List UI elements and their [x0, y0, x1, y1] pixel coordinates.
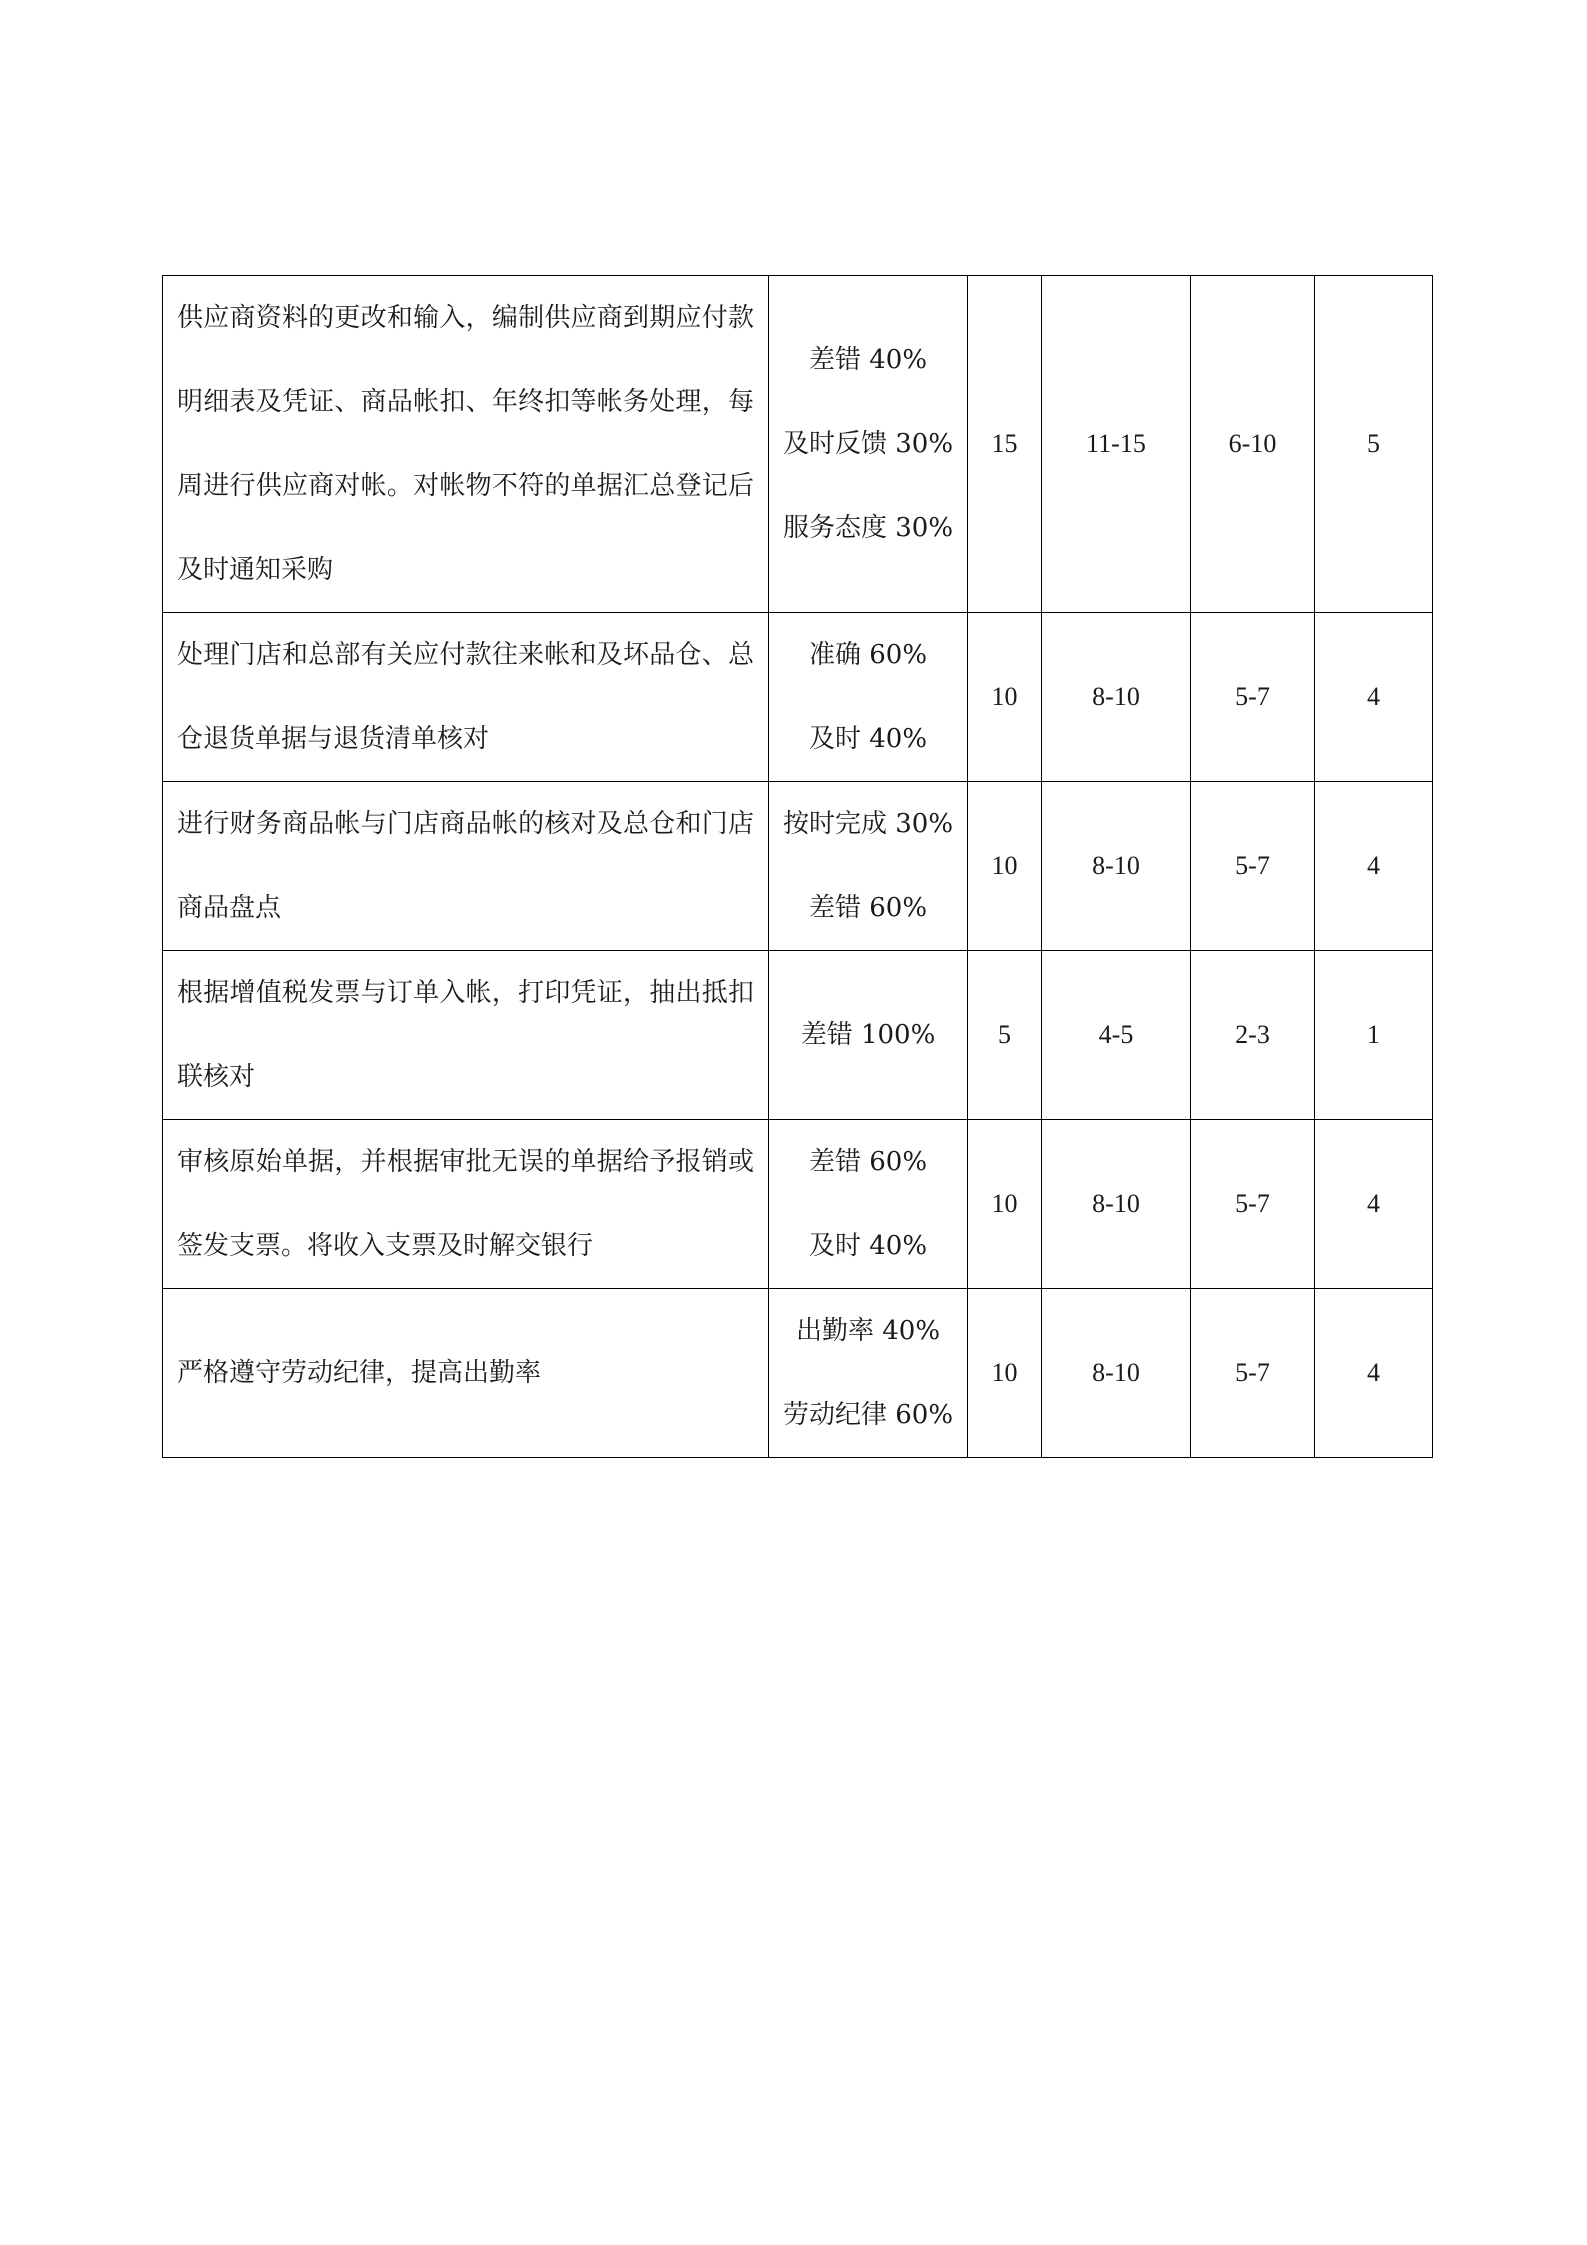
criteria-item: 准确 60% — [808, 640, 928, 670]
low-score: 4 — [1315, 1120, 1433, 1289]
criteria-item: 及时反馈 30% — [782, 429, 954, 459]
table-row — [163, 1120, 1433, 1289]
criteria-cell — [769, 1289, 968, 1458]
criteria-item: 差错 40% — [808, 345, 928, 375]
good-range: 8-10 — [1042, 1289, 1191, 1458]
task-description: 审核原始单据，并根据审批无误的单据给予报销或签发支票。将收入支票及时解交银行 — [163, 1120, 769, 1289]
good-range: 8-10 — [1042, 1120, 1191, 1289]
full-score: 15 — [968, 276, 1042, 613]
table-row — [163, 276, 1433, 613]
criteria-item: 及时 40% — [808, 1231, 928, 1261]
criteria-cell — [769, 951, 968, 1120]
mid-range: 6-10 — [1191, 276, 1315, 613]
full-score: 5 — [968, 951, 1042, 1120]
mid-range: 5-7 — [1191, 1120, 1315, 1289]
table-row — [163, 951, 1433, 1120]
criteria-item: 及时 40% — [808, 724, 928, 754]
criteria-item: 出勤率 40% — [795, 1316, 941, 1346]
full-score: 10 — [968, 1120, 1042, 1289]
low-score: 4 — [1315, 1289, 1433, 1458]
mid-range: 5-7 — [1191, 1289, 1315, 1458]
mid-range: 2-3 — [1191, 951, 1315, 1120]
table-row — [163, 1289, 1433, 1458]
low-score: 4 — [1315, 613, 1433, 782]
task-description: 严格遵守劳动纪律，提高出勤率 — [163, 1289, 769, 1458]
full-score: 10 — [968, 613, 1042, 782]
full-score: 10 — [968, 782, 1042, 951]
criteria-item: 差错 100% — [800, 1020, 936, 1050]
table-row — [163, 613, 1433, 782]
table-row — [163, 782, 1433, 951]
criteria-cell — [769, 613, 968, 782]
task-description: 根据增值税发票与订单入帐，打印凭证，抽出抵扣联核对 — [163, 951, 769, 1120]
mid-range: 5-7 — [1191, 782, 1315, 951]
criteria-item: 服务态度 30% — [782, 513, 954, 543]
criteria-item: 劳动纪律 60% — [782, 1400, 954, 1430]
task-description: 供应商资料的更改和输入，编制供应商到期应付款明细表及凭证、商品帐扣、年终扣等帐务处理，每周进行供应商对帐。对帐物不符的单据汇总登记后及时通知采购 — [163, 276, 769, 613]
full-score: 10 — [968, 1289, 1042, 1458]
low-score: 4 — [1315, 782, 1433, 951]
task-description: 处理门店和总部有关应付款往来帐和及坏品仓、总仓退货单据与退货清单核对 — [163, 613, 769, 782]
good-range: 8-10 — [1042, 613, 1191, 782]
criteria-item: 差错 60% — [808, 1147, 928, 1177]
good-range: 4-5 — [1042, 951, 1191, 1120]
good-range: 8-10 — [1042, 782, 1191, 951]
low-score: 1 — [1315, 951, 1433, 1120]
good-range: 11-15 — [1042, 276, 1191, 613]
criteria-cell — [769, 1120, 968, 1289]
criteria-cell — [769, 782, 968, 951]
task-description: 进行财务商品帐与门店商品帐的核对及总仓和门店商品盘点 — [163, 782, 769, 951]
assessment-table — [162, 275, 1433, 1458]
criteria-item: 差错 60% — [808, 893, 928, 923]
criteria-item: 按时完成 30% — [782, 809, 954, 839]
criteria-cell — [769, 276, 968, 613]
low-score: 5 — [1315, 276, 1433, 613]
mid-range: 5-7 — [1191, 613, 1315, 782]
